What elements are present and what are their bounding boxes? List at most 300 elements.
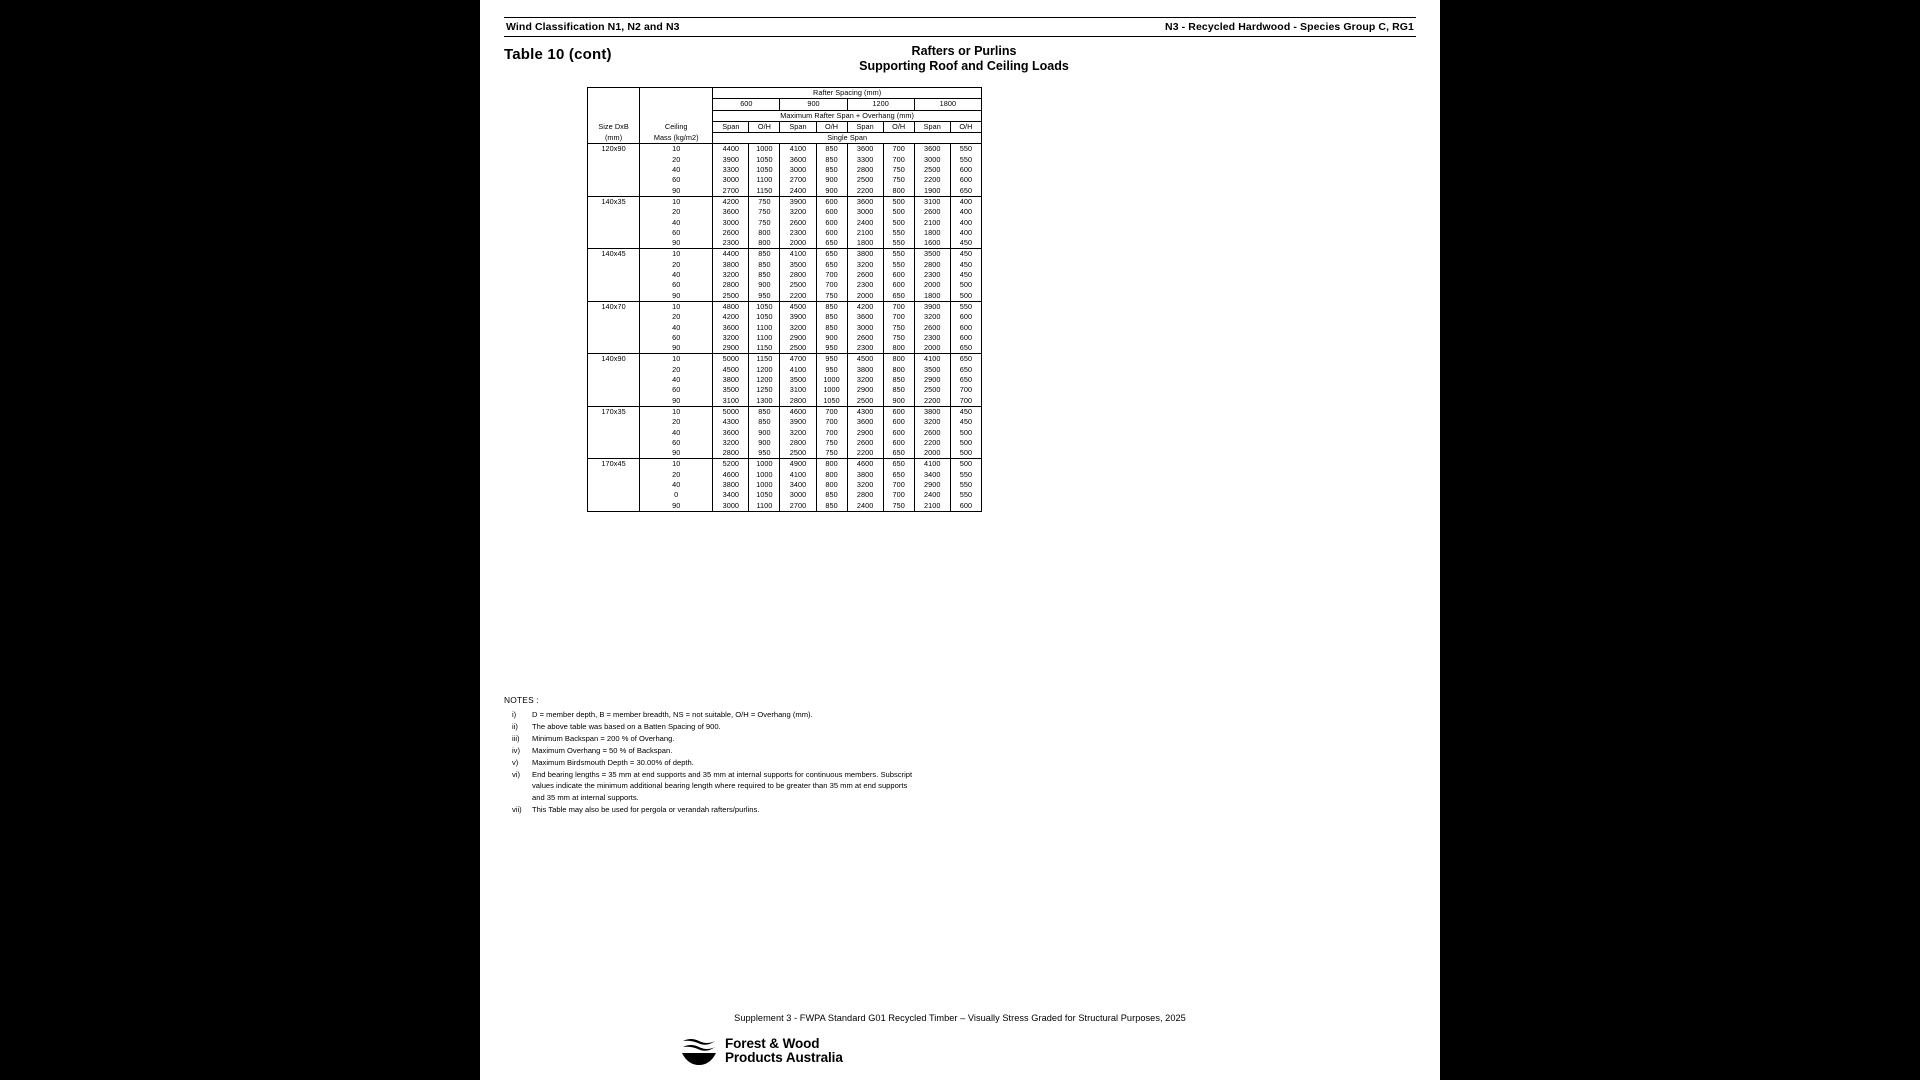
cell-size-empty [588,490,640,500]
note-number: vii) [512,804,522,814]
cell-value: 1050 [749,490,780,500]
cell-value: 600 [950,312,981,322]
table-row [588,438,982,448]
cell-value: 600 [883,438,914,448]
cell-value: 950 [749,291,780,302]
cell-mass: 90 [640,343,713,354]
cell-value: 600 [883,280,914,290]
table-row [588,238,982,249]
cell-value: 1000 [816,385,847,395]
table-row [588,323,982,333]
footer-citation: Supplement 3 - FWPA Standard G01 Recycled Timber – Visually Stress Graded for Structural Purposes, 2025 [734,1013,1186,1023]
cell-value: 2300 [914,333,950,343]
cell-mass: 20 [640,207,713,217]
table-row [588,312,982,322]
cell-value: 2600 [914,207,950,217]
cell-value: 700 [883,301,914,312]
cell-value: 4200 [713,196,749,207]
cell-value: 1100 [749,175,780,185]
table-header-row-maxspan [588,110,982,121]
cell-size-empty [588,343,640,354]
cell-value: 3200 [847,260,883,270]
cell-value: 3000 [713,218,749,228]
cell-value: 3400 [780,480,816,490]
cell-value: 400 [950,207,981,217]
cell-value: 850 [749,249,780,260]
cell-value: 3000 [780,490,816,500]
cell-value: 700 [883,490,914,500]
cell-value: 4600 [780,406,816,417]
cell-value: 3500 [780,375,816,385]
cell-value: 1050 [749,155,780,165]
table-row [588,186,982,197]
cell-size-empty [588,438,640,448]
cell-value: 2100 [847,228,883,238]
cell-value: 400 [950,196,981,207]
cell-value: 900 [749,428,780,438]
cell-value: 2800 [780,438,816,448]
cell-mass: 90 [640,501,713,512]
cell-value: 600 [883,406,914,417]
cell-value: 850 [816,155,847,165]
cell-value: 500 [883,196,914,207]
cell-value: 2300 [847,343,883,354]
note-text-cont: and 35 mm at internal supports. [532,792,639,802]
cell-value: 2600 [780,218,816,228]
cell-value: 3800 [713,480,749,490]
header-rafter-spacing: Rafter Spacing (mm) [713,88,982,99]
table-row [588,207,982,217]
header-oh-3: O/H [950,121,981,132]
note-item [504,804,1416,816]
table-row [588,480,982,490]
cell-value: 700 [816,428,847,438]
cell-value: 2900 [847,385,883,395]
cell-value: 1800 [847,238,883,249]
cell-value: 4500 [847,354,883,365]
cell-value: 2200 [780,291,816,302]
header-span-2: Span [847,121,883,132]
cell-value: 1050 [749,312,780,322]
cell-mass: 10 [640,249,713,260]
cell-value: 3500 [713,385,749,395]
cell-value: 2800 [713,280,749,290]
table-row [588,249,982,260]
cell-value: 3800 [713,260,749,270]
cell-value: 3800 [847,249,883,260]
header-blank-mass [640,88,713,99]
cell-value: 800 [816,480,847,490]
cell-size-empty [588,417,640,427]
cell-value: 4500 [713,365,749,375]
cell-value: 550 [950,155,981,165]
cell-value: 1050 [749,301,780,312]
cell-mass: 60 [640,280,713,290]
cell-value: 2200 [847,448,883,459]
cell-value: 550 [950,480,981,490]
table-title-line2: Supporting Roof and Ceiling Loads [859,59,1069,73]
table-row [588,448,982,459]
cell-mass: 40 [640,428,713,438]
cell-mass: 60 [640,333,713,343]
cell-mass: 20 [640,470,713,480]
note-item [504,709,1416,721]
cell-value: 2300 [847,280,883,290]
cell-value: 600 [950,323,981,333]
cell-value: 3300 [713,165,749,175]
cell-value: 450 [950,417,981,427]
cell-value: 3400 [914,470,950,480]
cell-value: 950 [816,365,847,375]
cell-value: 2400 [847,218,883,228]
cell-value: 3900 [914,301,950,312]
cell-value: 2500 [780,343,816,354]
cell-value: 4600 [713,470,749,480]
cell-value: 550 [883,238,914,249]
table-row [588,333,982,343]
cell-mass: 90 [640,238,713,249]
cell-mass: 90 [640,396,713,407]
cell-mass: 60 [640,228,713,238]
cell-value: 2000 [914,343,950,354]
cell-value: 850 [816,301,847,312]
cell-size-empty [588,218,640,228]
cell-value: 2900 [780,333,816,343]
cell-value: 2000 [780,238,816,249]
cell-value: 750 [883,175,914,185]
fwpa-logo-line2: Products Australia [725,1050,843,1065]
cell-value: 3100 [914,196,950,207]
cell-value: 2000 [847,291,883,302]
cell-mass: 20 [640,417,713,427]
cell-value: 1250 [749,385,780,395]
cell-value: 3200 [713,333,749,343]
cell-value: 2400 [847,501,883,512]
cell-value: 750 [883,165,914,175]
note-text: Maximum Overhang = 50 % of Backspan. [532,745,673,755]
cell-value: 950 [816,343,847,354]
document-page [480,0,1440,1080]
cell-value: 3300 [847,155,883,165]
cell-value: 2300 [780,228,816,238]
table-row [588,301,982,312]
span-table-wrapper [587,87,982,512]
cell-value: 3800 [914,406,950,417]
cell-value: 1000 [816,375,847,385]
cell-value: 4100 [780,249,816,260]
cell-value: 700 [816,280,847,290]
cell-value: 2800 [847,165,883,175]
cell-value: 4300 [713,417,749,427]
cell-value: 600 [816,228,847,238]
cell-value: 2500 [780,448,816,459]
cell-value: 650 [816,249,847,260]
cell-value: 500 [950,438,981,448]
cell-size-empty [588,385,640,395]
cell-value: 2500 [780,280,816,290]
cell-value: 750 [749,218,780,228]
cell-value: 700 [950,396,981,407]
cell-size: 140x70 [588,301,640,312]
table-row [588,365,982,375]
cell-value: 900 [883,396,914,407]
cell-value: 950 [816,354,847,365]
cell-value: 850 [883,375,914,385]
header-oh-2: O/H [883,121,914,132]
cell-value: 3400 [713,490,749,500]
cell-mass: 90 [640,291,713,302]
note-number: iii) [512,733,520,743]
cell-value: 1900 [914,186,950,197]
cell-mass: 10 [640,406,713,417]
cell-value: 2200 [914,438,950,448]
cell-value: 600 [883,270,914,280]
header-blank-size-3 [588,110,640,121]
cell-value: 500 [950,448,981,459]
cell-size: 140x35 [588,196,640,207]
cell-value: 650 [883,459,914,470]
table-header-row-spacing [588,88,982,99]
cell-value: 500 [950,428,981,438]
table-title-line1: Rafters or Purlins [911,44,1017,58]
table-title [644,44,1284,74]
note-number: iv) [512,745,521,755]
cell-value: 3900 [713,155,749,165]
cell-value: 1300 [749,396,780,407]
cell-value: 650 [816,238,847,249]
note-item [504,769,1416,804]
cell-size-empty [588,323,640,333]
cell-value: 700 [883,155,914,165]
cell-value: 450 [950,249,981,260]
cell-value: 700 [950,385,981,395]
cell-value: 1200 [749,365,780,375]
note-text: Maximum Birdsmouth Depth = 30.00% of depth. [532,757,694,767]
table-row [588,385,982,395]
cell-value: 750 [883,501,914,512]
note-text: D = member depth, B = member breadth, NS = not suitable, O/H = Overhang (mm). [532,709,813,719]
cell-value: 550 [950,470,981,480]
cell-size-empty [588,365,640,375]
cell-value: 850 [816,165,847,175]
cell-value: 2500 [847,175,883,185]
cell-value: 2100 [914,218,950,228]
cell-value: 3000 [713,175,749,185]
header-span-3: Span [914,121,950,132]
cell-value: 4100 [780,144,816,155]
cell-value: 550 [883,228,914,238]
cell-value: 450 [950,260,981,270]
cell-size-empty [588,238,640,249]
note-item [504,721,1416,733]
cell-value: 500 [950,280,981,290]
cell-value: 750 [749,196,780,207]
note-number: ii) [512,721,518,731]
cell-value: 500 [883,207,914,217]
cell-size: 170x45 [588,459,640,470]
cell-value: 2600 [847,270,883,280]
note-text: End bearing lengths = 35 mm at end supports and 35 mm at internal supports for continuous members. Subscript values indicate the minimum additional bearing length where required to be greater than 35 mm at end supports and 35 mm at internal supports. [532,769,1416,804]
cell-value: 550 [950,301,981,312]
cell-size-empty [588,260,640,270]
note-text: Minimum Backspan = 200 % of Overhang. [532,733,675,743]
cell-size-empty [588,501,640,512]
cell-value: 900 [816,333,847,343]
table-row [588,155,982,165]
note-item [504,757,1416,769]
cell-size-empty [588,175,640,185]
cell-size-empty [588,333,640,343]
title-block [504,44,1416,78]
cell-size-empty [588,270,640,280]
cell-value: 4800 [713,301,749,312]
cell-value: 600 [950,175,981,185]
cell-value: 1000 [749,480,780,490]
running-header-left: Wind Classification N1, N2 and N3 [506,21,680,33]
cell-value: 3500 [780,260,816,270]
cell-value: 800 [883,354,914,365]
table-row [588,406,982,417]
cell-value: 2700 [780,501,816,512]
cell-value: 4100 [914,459,950,470]
cell-value: 4100 [914,354,950,365]
cell-mass: 10 [640,459,713,470]
cell-value: 850 [749,260,780,270]
cell-value: 850 [749,270,780,280]
cell-value: 4700 [780,354,816,365]
cell-mass: 40 [640,270,713,280]
table-row [588,291,982,302]
header-spacing-1800: 1800 [914,99,981,110]
cell-value: 4500 [780,301,816,312]
cell-mass: 10 [640,354,713,365]
cell-value: 900 [816,186,847,197]
cell-value: 2600 [713,228,749,238]
running-header [504,17,1416,37]
cell-value: 550 [883,260,914,270]
cell-value: 2900 [713,343,749,354]
cell-value: 650 [950,365,981,375]
cell-value: 900 [749,280,780,290]
cell-size-empty [588,165,640,175]
cell-value: 1800 [914,228,950,238]
cell-value: 3000 [780,165,816,175]
cell-value: 2000 [914,448,950,459]
cell-size: 170x35 [588,406,640,417]
cell-size-empty [588,470,640,480]
cell-value: 5200 [713,459,749,470]
fwpa-logo-text [725,1037,843,1066]
cell-value: 3600 [713,207,749,217]
cell-value: 750 [883,323,914,333]
cell-mass: 40 [640,323,713,333]
table-row [588,144,982,155]
cell-value: 3000 [847,207,883,217]
header-blank-mass-3 [640,110,713,121]
cell-mass: 60 [640,438,713,448]
table-row [588,470,982,480]
cell-value: 3100 [713,396,749,407]
notes-section [504,695,1416,816]
cell-value: 750 [883,333,914,343]
cell-value: 700 [816,406,847,417]
cell-value: 850 [816,501,847,512]
note-number: i) [512,709,517,719]
cell-value: 850 [883,385,914,395]
cell-value: 2200 [847,186,883,197]
cell-mass: 10 [640,196,713,207]
cell-value: 750 [749,207,780,217]
cell-value: 4300 [847,406,883,417]
note-text: The above table was based on a Batten Spacing of 900. [532,721,721,731]
cell-value: 3600 [713,323,749,333]
table-row [588,354,982,365]
cell-value: 1050 [816,396,847,407]
cell-value: 600 [816,207,847,217]
table-row [588,490,982,500]
cell-value: 800 [883,343,914,354]
cell-value: 2300 [914,270,950,280]
cell-value: 2600 [914,323,950,333]
cell-value: 450 [950,406,981,417]
cell-value: 3200 [914,417,950,427]
cell-value: 4600 [847,459,883,470]
header-mass-label-2: Ceiling [640,121,713,132]
cell-value: 650 [883,448,914,459]
cell-size-empty [588,375,640,385]
cell-value: 600 [883,428,914,438]
cell-value: 700 [816,270,847,280]
cell-value: 800 [883,365,914,375]
cell-value: 3200 [780,428,816,438]
cell-value: 1000 [749,470,780,480]
cell-value: 2700 [780,175,816,185]
cell-value: 2400 [914,490,950,500]
cell-value: 550 [950,490,981,500]
cell-value: 5000 [713,406,749,417]
cell-value: 850 [749,417,780,427]
cell-value: 750 [816,448,847,459]
cell-value: 1100 [749,501,780,512]
cell-value: 750 [816,291,847,302]
table-row [588,428,982,438]
cell-size-empty [588,396,640,407]
cell-value: 800 [816,470,847,480]
cell-value: 3200 [780,207,816,217]
cell-value: 2800 [914,260,950,270]
cell-value: 2500 [713,291,749,302]
note-text: This Table may also be used for pergola or verandah rafters/purlins. [532,804,760,814]
note-text-cont: values indicate the minimum additional bearing length where required to be greater than 35 mm at end supports [532,781,908,790]
cell-value: 1050 [749,165,780,175]
note-item [504,745,1416,757]
header-size-units: (mm) [588,133,640,144]
cell-value: 3900 [780,417,816,427]
cell-value: 2600 [847,333,883,343]
cell-value: 2800 [713,448,749,459]
cell-value: 500 [950,291,981,302]
cell-value: 450 [950,238,981,249]
header-span-0: Span [713,121,749,132]
cell-value: 1000 [749,144,780,155]
cell-value: 800 [749,228,780,238]
cell-value: 1100 [749,323,780,333]
cell-value: 3500 [914,249,950,260]
cell-value: 650 [816,260,847,270]
cell-mass: 20 [640,365,713,375]
cell-value: 650 [950,186,981,197]
table-row [588,417,982,427]
